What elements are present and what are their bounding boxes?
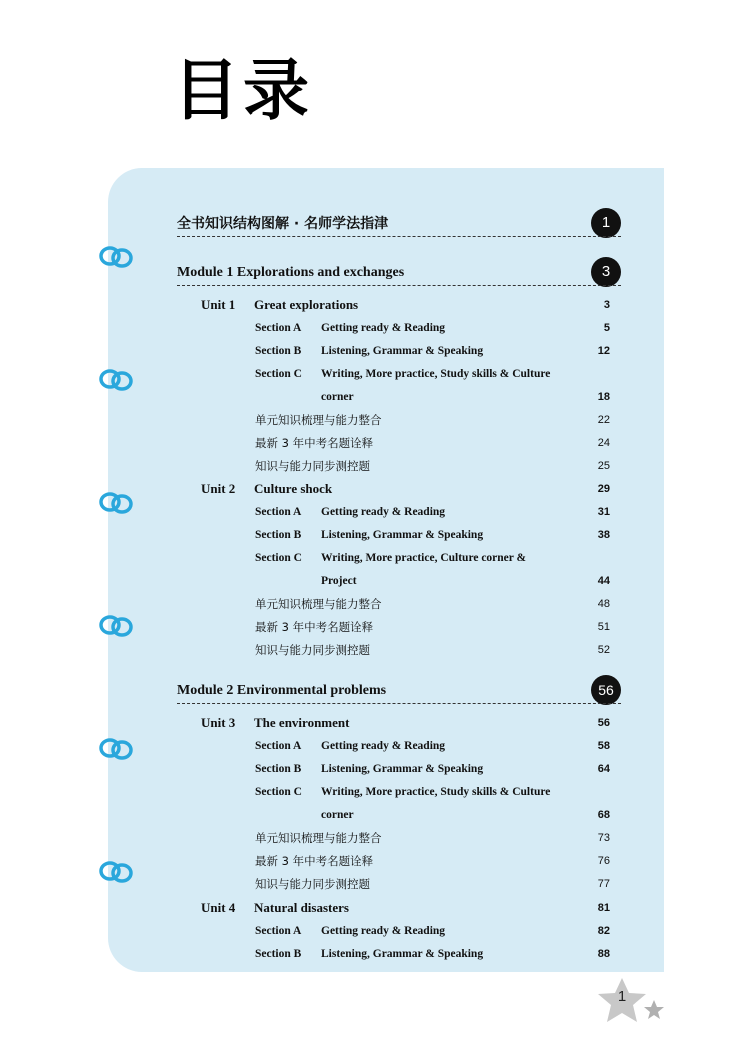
- toc-section[interactable]: [0, 363, 747, 385]
- toc-section[interactable]: [0, 340, 747, 362]
- section-name: Getting ready & Reading: [321, 322, 446, 334]
- section-label: Section C: [255, 368, 302, 380]
- section-label: Section C: [255, 786, 302, 798]
- page-number: 77: [597, 878, 610, 890]
- section-label: Section C: [255, 552, 302, 564]
- toc-extra[interactable]: [0, 873, 747, 895]
- toc-section[interactable]: [0, 943, 747, 965]
- extra-name: 单元知识梳理与能力整合: [255, 831, 382, 845]
- page-number: 58: [597, 740, 610, 752]
- page-number: 73: [597, 832, 610, 844]
- section-name: Listening, Grammar & Speaking: [321, 948, 484, 960]
- unit-name: Culture shock: [254, 481, 333, 496]
- page-title: 目录: [173, 52, 313, 129]
- toc-extra[interactable]: [0, 409, 747, 431]
- unit-label: Unit 4: [201, 900, 236, 915]
- toc-unit-1[interactable]: [0, 294, 747, 316]
- section-label: Section B: [255, 345, 302, 357]
- page-number: 56: [597, 717, 610, 729]
- page-number: 18: [597, 391, 610, 403]
- section-name: Writing, More practice, Culture corner &: [321, 552, 527, 564]
- page-number: 82: [597, 925, 610, 937]
- toc-intro-entry[interactable]: [0, 213, 747, 235]
- section-name: Listening, Grammar & Speaking: [321, 763, 484, 775]
- section-name: Listening, Grammar & Speaking: [321, 529, 484, 541]
- module-1-page-badge: 3: [591, 257, 621, 287]
- section-label: Section A: [255, 925, 302, 937]
- dashed-divider: [177, 236, 621, 237]
- page-number: 3: [603, 299, 610, 311]
- unit-name: The environment: [254, 715, 350, 730]
- extra-name: 最新 3 年中考名题诠释: [255, 854, 374, 868]
- extra-name: 单元知识梳理与能力整合: [255, 597, 382, 611]
- toc-section[interactable]: [0, 735, 747, 757]
- extra-name: 最新 3 年中考名题诠释: [255, 436, 374, 450]
- section-name: Getting ready & Reading: [321, 925, 446, 937]
- page-number: 51: [597, 621, 610, 633]
- section-name-continued: corner: [321, 809, 354, 821]
- toc-section-continued[interactable]: [0, 386, 747, 408]
- toc-section[interactable]: [0, 524, 747, 546]
- toc-section-continued[interactable]: [0, 570, 747, 592]
- toc-section[interactable]: [0, 317, 747, 339]
- unit-label: Unit 3: [201, 715, 236, 730]
- page-number: 76: [597, 855, 610, 867]
- intro-title: 全书知识结构图解 · 名师学法指津: [177, 216, 389, 232]
- toc-extra[interactable]: [0, 593, 747, 615]
- toc-section[interactable]: [0, 501, 747, 523]
- toc-extra[interactable]: [0, 455, 747, 477]
- section-label: Section B: [255, 763, 302, 775]
- unit-name: Great explorations: [254, 297, 359, 312]
- toc-unit-3[interactable]: [0, 712, 747, 734]
- toc-section[interactable]: [0, 758, 747, 780]
- module-2-page-badge: 56: [591, 675, 621, 705]
- intro-page-badge: 1: [591, 208, 621, 238]
- page-number: 25: [597, 460, 610, 472]
- page-number: 31: [597, 506, 610, 518]
- module-title: Module 1 Explorations and exchanges: [177, 265, 405, 280]
- page-number-footer: 1: [617, 988, 627, 1005]
- toc-module-2[interactable]: [0, 680, 747, 702]
- page-number: 22: [597, 414, 610, 426]
- page-number: 12: [597, 345, 610, 357]
- page-number: 52: [597, 644, 610, 656]
- page-number: 64: [597, 763, 610, 775]
- page-number: 88: [597, 948, 610, 960]
- section-label: Section A: [255, 322, 302, 334]
- toc-extra[interactable]: [0, 850, 747, 872]
- section-label: Section B: [255, 948, 302, 960]
- toc-section[interactable]: [0, 920, 747, 942]
- toc-unit-2[interactable]: [0, 478, 747, 500]
- section-label: Section A: [255, 740, 302, 752]
- extra-name: 知识与能力同步测控题: [255, 459, 370, 473]
- section-label: Section B: [255, 529, 302, 541]
- extra-name: 知识与能力同步测控题: [255, 643, 370, 657]
- page-number: 5: [603, 322, 610, 334]
- unit-label: Unit 1: [201, 297, 236, 312]
- section-name-continued: corner: [321, 391, 354, 403]
- module-title: Module 2 Environmental problems: [177, 683, 387, 698]
- page-number: 68: [597, 809, 610, 821]
- page-number: 29: [597, 483, 610, 495]
- section-name: Writing, More practice, Study skills & Culture: [321, 786, 551, 798]
- section-label: Section A: [255, 506, 302, 518]
- toc-extra[interactable]: [0, 432, 747, 454]
- page-number: 24: [597, 437, 610, 449]
- extra-name: 单元知识梳理与能力整合: [255, 413, 382, 427]
- section-name: Getting ready & Reading: [321, 740, 446, 752]
- extra-name: 知识与能力同步测控题: [255, 877, 370, 891]
- toc-unit-4[interactable]: [0, 897, 747, 919]
- unit-label: Unit 2: [201, 481, 236, 496]
- section-name: Writing, More practice, Study skills & Culture: [321, 368, 551, 380]
- dashed-divider: [177, 285, 621, 286]
- dashed-divider: [177, 703, 621, 704]
- page-number: 48: [597, 598, 610, 610]
- toc-section[interactable]: [0, 547, 747, 569]
- extra-name: 最新 3 年中考名题诠释: [255, 620, 374, 634]
- section-name-continued: Project: [321, 575, 357, 587]
- page-number: 44: [597, 575, 610, 587]
- toc-module-1[interactable]: [0, 262, 747, 284]
- section-name: Getting ready & Reading: [321, 506, 446, 518]
- page-number: 81: [597, 902, 610, 914]
- section-name: Listening, Grammar & Speaking: [321, 345, 484, 357]
- toc-section-continued[interactable]: [0, 804, 747, 826]
- page-number: 38: [597, 529, 610, 541]
- toc-extra[interactable]: [0, 616, 747, 638]
- toc-extra[interactable]: [0, 639, 747, 661]
- unit-name: Natural disasters: [254, 900, 349, 915]
- toc-extra[interactable]: [0, 827, 747, 849]
- toc-section[interactable]: [0, 781, 747, 803]
